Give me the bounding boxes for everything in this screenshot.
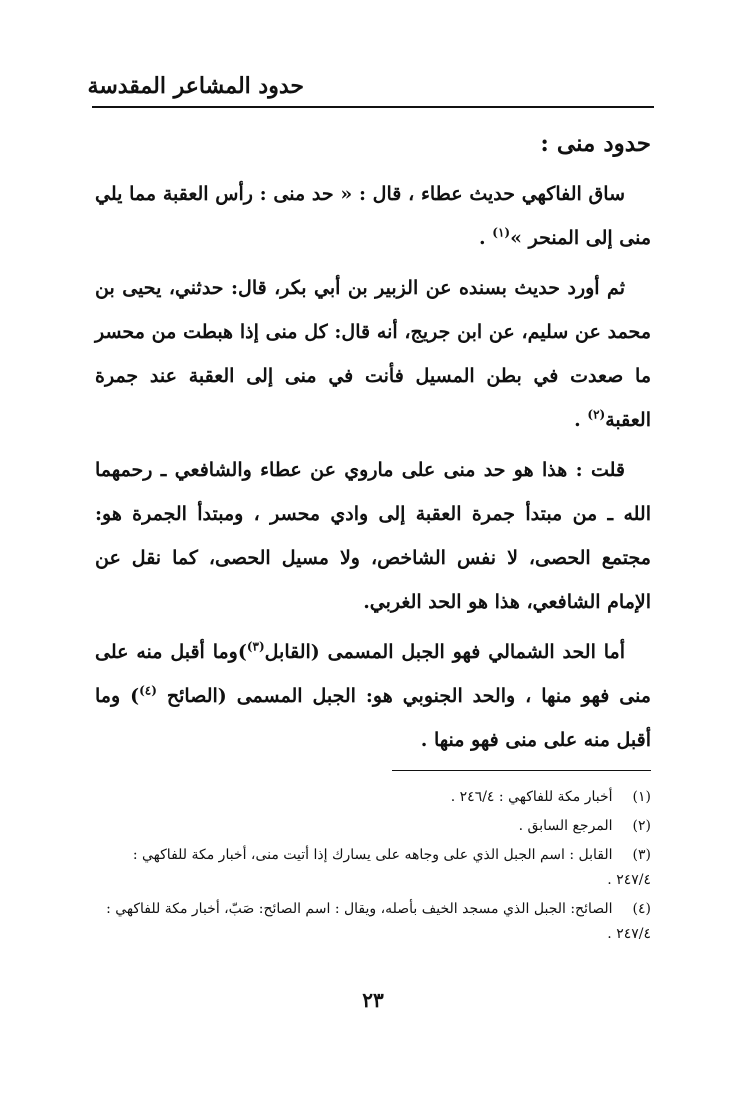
paragraph-3-text: قلت : هذا هو حد منى على ماروي عن عطاء والشافعي ـ رحمهما الله ـ من مبتدأ جمرة العقبة إلى وادي محسر ، ومبتدأ الجمرة هو: مجتمع الحصى، لا نفس الشاخص، ولا مسيل الحصى، كما نقل عن الإمام الشافعي، هذا هو الحد الغربي. xyxy=(95,459,651,613)
section-heading: حدود منى : xyxy=(540,130,651,157)
paragraph-1-end: . xyxy=(479,227,493,249)
footnote-ref-3: (٣) xyxy=(246,639,265,654)
footnote-rule xyxy=(392,770,651,771)
paragraph-2-end: . xyxy=(574,409,588,431)
header-rule xyxy=(92,106,654,108)
paragraph-1-text: ساق الفاكهي حديث عطاء ، قال : « حد منى : رأس العقبة مما يلي منى إلى المنحر » xyxy=(95,183,651,249)
paragraph-3 xyxy=(95,448,651,624)
footnote-text: الصائح: الجبل الذي مسجد الخيف بأصله، ويقال : اسم الصائح: صَبّ، أخبار مكة للفاكهي : ٢٤٧/٤ . xyxy=(106,901,651,942)
paragraph-2-text: ثم أورد حديث بسنده عن الزبير بن أبي بكر، قال: حدثني، يحيى بن محمد عن سليم، عن ابن جريج، أنه قال: كل منى إذا هبطت من محسر ما صعدت في بطن المسيل فأنت في منى إلى العقبة عند جمرة العقبة xyxy=(95,277,651,431)
footnote-item xyxy=(95,814,651,839)
paragraph-4-middle: )وما أقبل منه على منى فهو منها ، والحد الجنوبي هو: الجبل المسمى (الصائح xyxy=(95,641,651,707)
footnote-number: (٣) xyxy=(632,847,651,863)
footnote-item xyxy=(95,897,651,947)
footnote-number: (٢) xyxy=(632,818,651,834)
paragraph-2 xyxy=(95,266,651,442)
footnote-number: (٤) xyxy=(632,901,651,917)
footnote-ref-2: (٢) xyxy=(587,407,606,422)
page-number: ٢٣ xyxy=(362,988,384,1012)
footnotes xyxy=(95,785,651,951)
footnote-ref-1: (١) xyxy=(492,225,511,240)
footnote-ref-4: (٤) xyxy=(139,683,157,698)
paragraph-1 xyxy=(95,172,651,260)
running-header: حدود المشاعر المقدسة xyxy=(87,73,304,99)
paragraph-4 xyxy=(95,630,651,762)
footnote-text: القابل : اسم الجبل الذي على وجاهه على يسارك إذا أتيت منى، أخبار مكة للفاكهي : ٢٤٧/٤ . xyxy=(132,847,651,888)
footnote-item xyxy=(95,785,651,810)
footnote-text: أخبار مكة للفاكهي : ٢٤٦/٤ . xyxy=(450,789,613,805)
footnote-number: (١) xyxy=(632,789,651,805)
paragraph-4-end: ) وما أقبل منه على منى فهو منها . xyxy=(95,685,651,751)
footnote-text: المرجع السابق . xyxy=(518,818,613,834)
main-text xyxy=(95,120,651,768)
footnote-item xyxy=(95,843,651,893)
paragraph-4-text: أما الحد الشمالي فهو الجبل المسمى (القابل xyxy=(264,641,625,663)
